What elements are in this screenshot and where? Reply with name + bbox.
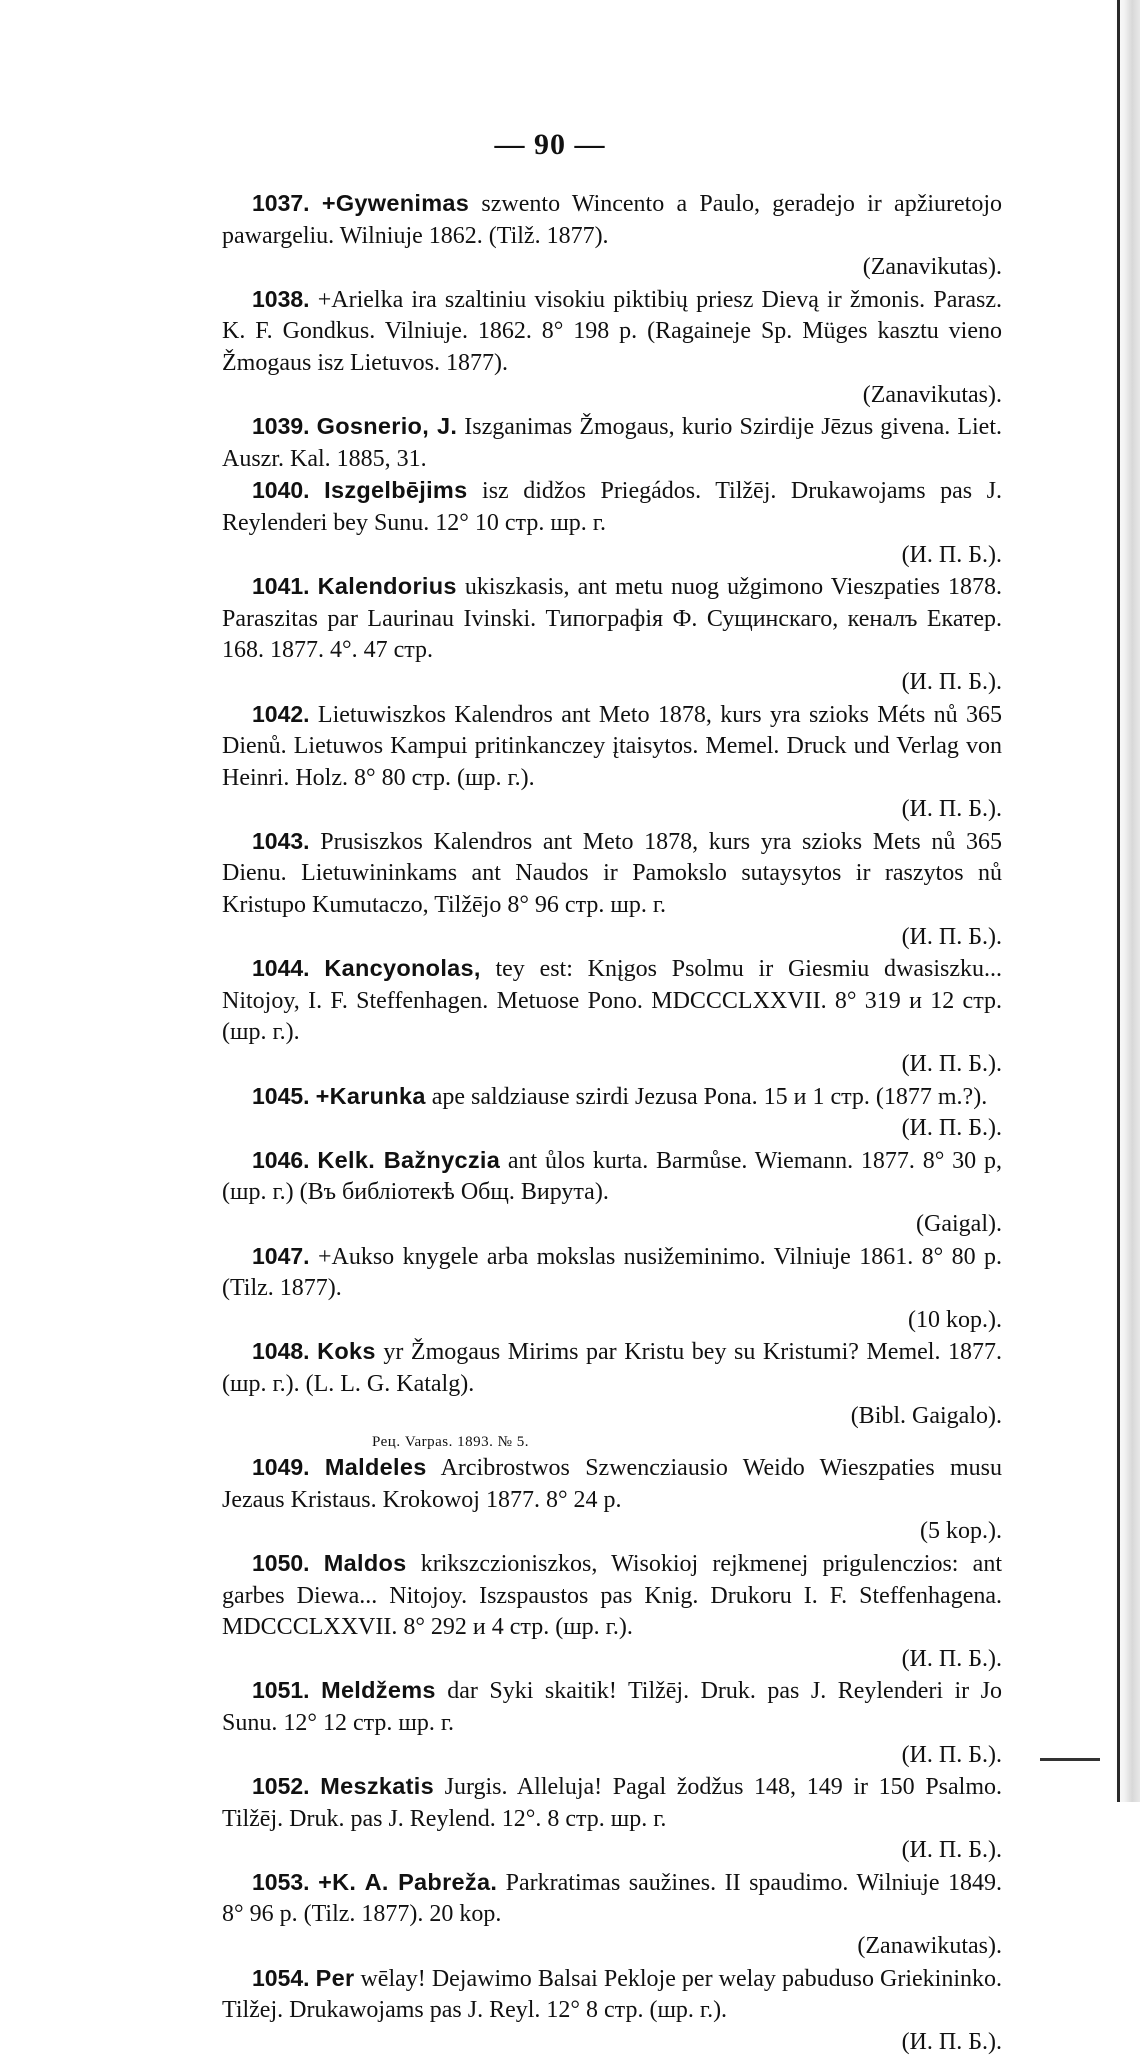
entry-1053: 1053. +K. A. Pabreža. Parkratimas saužines. II spaudimo. Wilniuje 1849. 8° 96 p. (Tilz. 1877). 20 kop. bbox=[222, 1868, 1002, 1928]
entry-1052: 1052. Meszkatis Jurgis. Alleluja! Pagal žodžus 148, 149 ir 150 Psalmo. Tilžēj. Druk. pas J. Reylend. 12°. 8 стр. шр. г. bbox=[222, 1773, 1003, 1832]
entry-1044: 1044. Kancyonolas, tey est: Knįgos Psolmu ir Giesmiu dwasiszku... Nitojoy, I. F. Steffenhagen. Metuose Pono. MDCCCLXXVII. 8° 319 и 12 стр. (шр. г.). bbox=[222, 955, 1003, 1046]
entry-1047: 1047. +Aukso knygele arba mokslas nusižeminimo. Vilniuje 1861. 8° 80 p. (Tilz. 1877). bbox=[222, 1242, 1002, 1302]
bibliography-list bbox=[222, 188, 1002, 2058]
entry-1038-source: (Zanavikutas). bbox=[862, 381, 1002, 408]
entry-1045-source: (И. П. Б.). bbox=[901, 1115, 1002, 1142]
entry-1050: 1050. Maldos krikszczioniszkos, Wisokioj rejkmenej prigulenczios: ant garbes Diewa... Nitojoy. Iszspaustos pas Knig. Drukoru I. F. Steffenhagena. MDCCCLXXVII. 8° 292 и 4 стр. (шр. г.). bbox=[222, 1549, 1002, 1641]
entry-1044-source: (И. П. Б.). bbox=[901, 1051, 1002, 1078]
entry-1050-source: (И. П. Б.). bbox=[901, 1645, 1002, 1672]
page-edge-line bbox=[1117, 0, 1120, 1802]
entry-1054-source: (И. П. Б.). bbox=[901, 2028, 1002, 2055]
entry-1040-source: (И. П. Б.). bbox=[901, 541, 1002, 568]
entry-1037-source: (Zanavikutas). bbox=[862, 254, 1002, 281]
entry-1039: 1039. Gosnerio, J. Iszganimas Žmogaus, kurio Szirdije Jēzus givena. Liet. Auszr. Kal. 1885, 31. bbox=[222, 413, 1003, 472]
entry-1053-source: (Zanawikutas). bbox=[857, 1933, 1002, 1960]
entry-1046: 1046. Kelk. Bažnyczia ant ůlos kurta. Barmůse. Wiemann. 1877. 8° 30 p, (шр. г.) (Въ библіотекѣ Общ. Вирута). bbox=[222, 1146, 1003, 1206]
entry-1043-source: (И. П. Б.). bbox=[901, 923, 1002, 950]
entry-1054: 1054. Per wēlay! Dejawimo Balsai Pekloje per welay pabuduso Griekininko. Tilžej. Drukawojams pas J. Reyl. 12° 8 стр. (шр. г.). bbox=[222, 1964, 1003, 2024]
entry-1043: 1043. Prusiszkos Kalendros ant Meto 1878, kurs yra szioks Mets nů 365 Dienu. Lietuwininkams ant Naudos ir Pamokslo sutaysytos ir raszytos nů Kristupo Kumutaczo, Tilžējo 8° 96 стр. шр. г. bbox=[222, 827, 1002, 919]
scan-mark bbox=[1040, 1758, 1100, 1761]
entry-1047-source: (10 kop.). bbox=[908, 1306, 1002, 1333]
entry-1040: 1040. Iszgelbējims isz didžos Priegádos. Tilžēj. Drukawojams pas J. Reylenderi bey Sunu. 12° 10 стр. шр. г. bbox=[222, 477, 1002, 536]
page-number: — 90 — bbox=[494, 128, 606, 161]
entry-1042: 1042. Lietuwiszkos Kalendros ant Meto 1878, kurs yra szioks Méts nů 365 Dienů. Lietuwos Kampui pritinkanczey įtaisytos. Memel. Druck und Verlag von Heinri. Holz. 8° 80 стр. (шр. г.). bbox=[222, 700, 1003, 791]
entry-1049-source: (5 kop.). bbox=[920, 1518, 1002, 1545]
entry-1051: 1051. Meldžems dar Syki skaitik! Tilžēj. Druk. pas J. Reylenderi ir Jo Sunu. 12° 12 стр. шр. г. bbox=[222, 1677, 1002, 1736]
entry-1049: 1049. Maldeles Arcibrostwos Szwencziausio Weido Wieszpaties musu Jezaus Kristaus. Krokowoj 1877. 8° 24 p. bbox=[222, 1454, 1002, 1513]
entry-1052-source: (И. П. Б.). bbox=[901, 1837, 1002, 1864]
entry-1048-source: (Bibl. Gaigalo). bbox=[850, 1402, 1002, 1429]
entry-1048: 1048. Koks yr Žmogaus Mirims par Kristu bey su Kristumi? Memel. 1877. (шр. г.). (L. L. G. Katalg). bbox=[222, 1338, 1003, 1397]
entry-1041: 1041. Kalendorius ukiszkasis, ant metu nuog užgimono Vieszpaties 1878. Paraszitas par Laurinau Ivinski. Типографія Ф. Сущинскаго, кеналъ Екатер. 168. 1877. 4°. 47 стр. bbox=[222, 573, 1002, 664]
entry-1048-review-note: Рец. Varpas. 1893. № 5. bbox=[372, 1434, 529, 1451]
entry-1041-source: (И. П. Б.). bbox=[901, 668, 1002, 695]
entry-1051-source: (И. П. Б.). bbox=[901, 1741, 1002, 1768]
entry-1042-source: (И. П. Б.). bbox=[901, 796, 1002, 823]
entry-1046-source: (Gaigal). bbox=[916, 1211, 1002, 1237]
entry-1038: 1038. +Arielka ira szaltiniu visokiu piktibių priesz Dievą ir žmonis. Parasz. K. F. Gondkus. Vilniuje. 1862. 8° 198 p. (Ragaineje Sp. Müges kasztu vieno Žmogaus isz Lietuvos. 1877). bbox=[222, 285, 1002, 376]
entry-1045: 1045. +Karunka ape saldziause szirdi Jezusa Pona. 15 и 1 стр. (1877 m.?). bbox=[252, 1082, 988, 1110]
entry-1037: 1037. +Gywenimas szwento Wincento a Paulo, geradejo ir apžiuretojo pawargeliu. Wilniuje 1862. (Tilž. 1877). bbox=[222, 190, 1003, 249]
